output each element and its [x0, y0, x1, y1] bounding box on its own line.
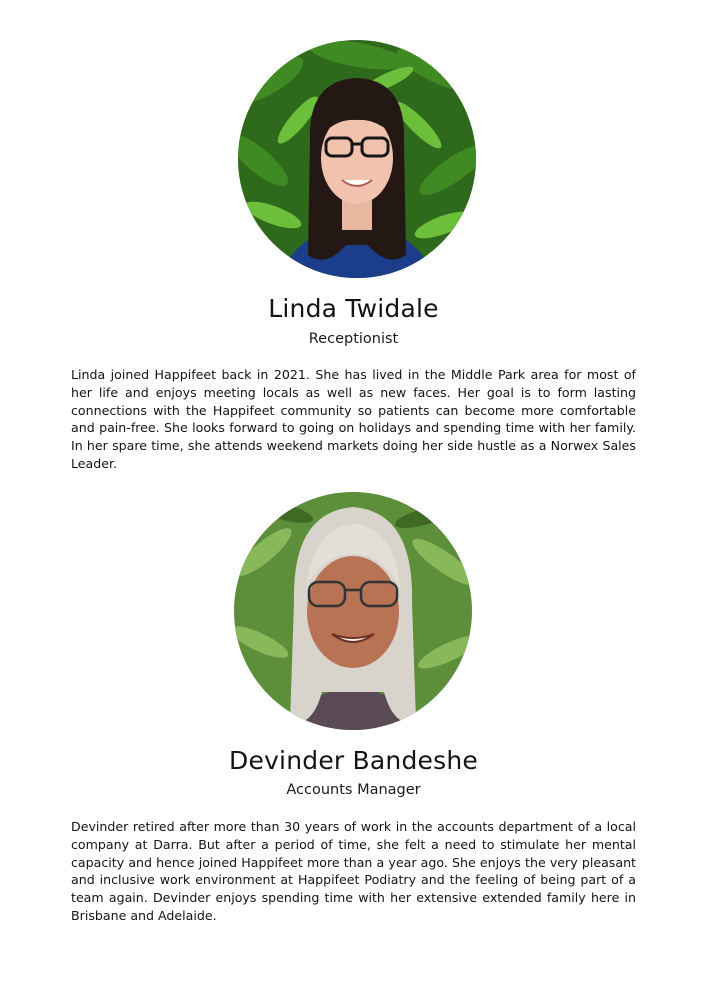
profile-photo [238, 40, 476, 278]
portrait-image [238, 40, 476, 278]
profile-bio: Linda joined Happifeet back in 2021. She has lived in the Middle Park area for most of her life and enjoys meeting locals as well as new faces. Her goal is to form lasting connections with the Happifeet community so patients can become more comfortable and pain-free. She looks forward to going on holidays and spending time with her family. In her spare time, she attends weekend markets doing her side hustle as a Norwex Sales Leader. [71, 367, 636, 471]
profile-name: Devinder Bandeshe [229, 746, 478, 775]
profile-role: Receptionist [308, 331, 399, 347]
profile-name: Linda Twidale [268, 294, 439, 323]
profile-role: Accounts Manager [286, 782, 421, 798]
profile-photo [234, 492, 472, 730]
profile-bio: Devinder retired after more than 30 years of work in the accounts department of a local company at Darra. But after a period of time, she felt a need to stimulate her mental capacity and hence joined Happifeet more than a year ago. She enjoys the very pleasant and inclusive work environment at Happifeet Podiatry and the feeling of being part of a team again. Devinder enjoys spending time with her extensive extended family here in Brisbane and Adelaide. [71, 819, 636, 923]
portrait-image [234, 492, 472, 730]
